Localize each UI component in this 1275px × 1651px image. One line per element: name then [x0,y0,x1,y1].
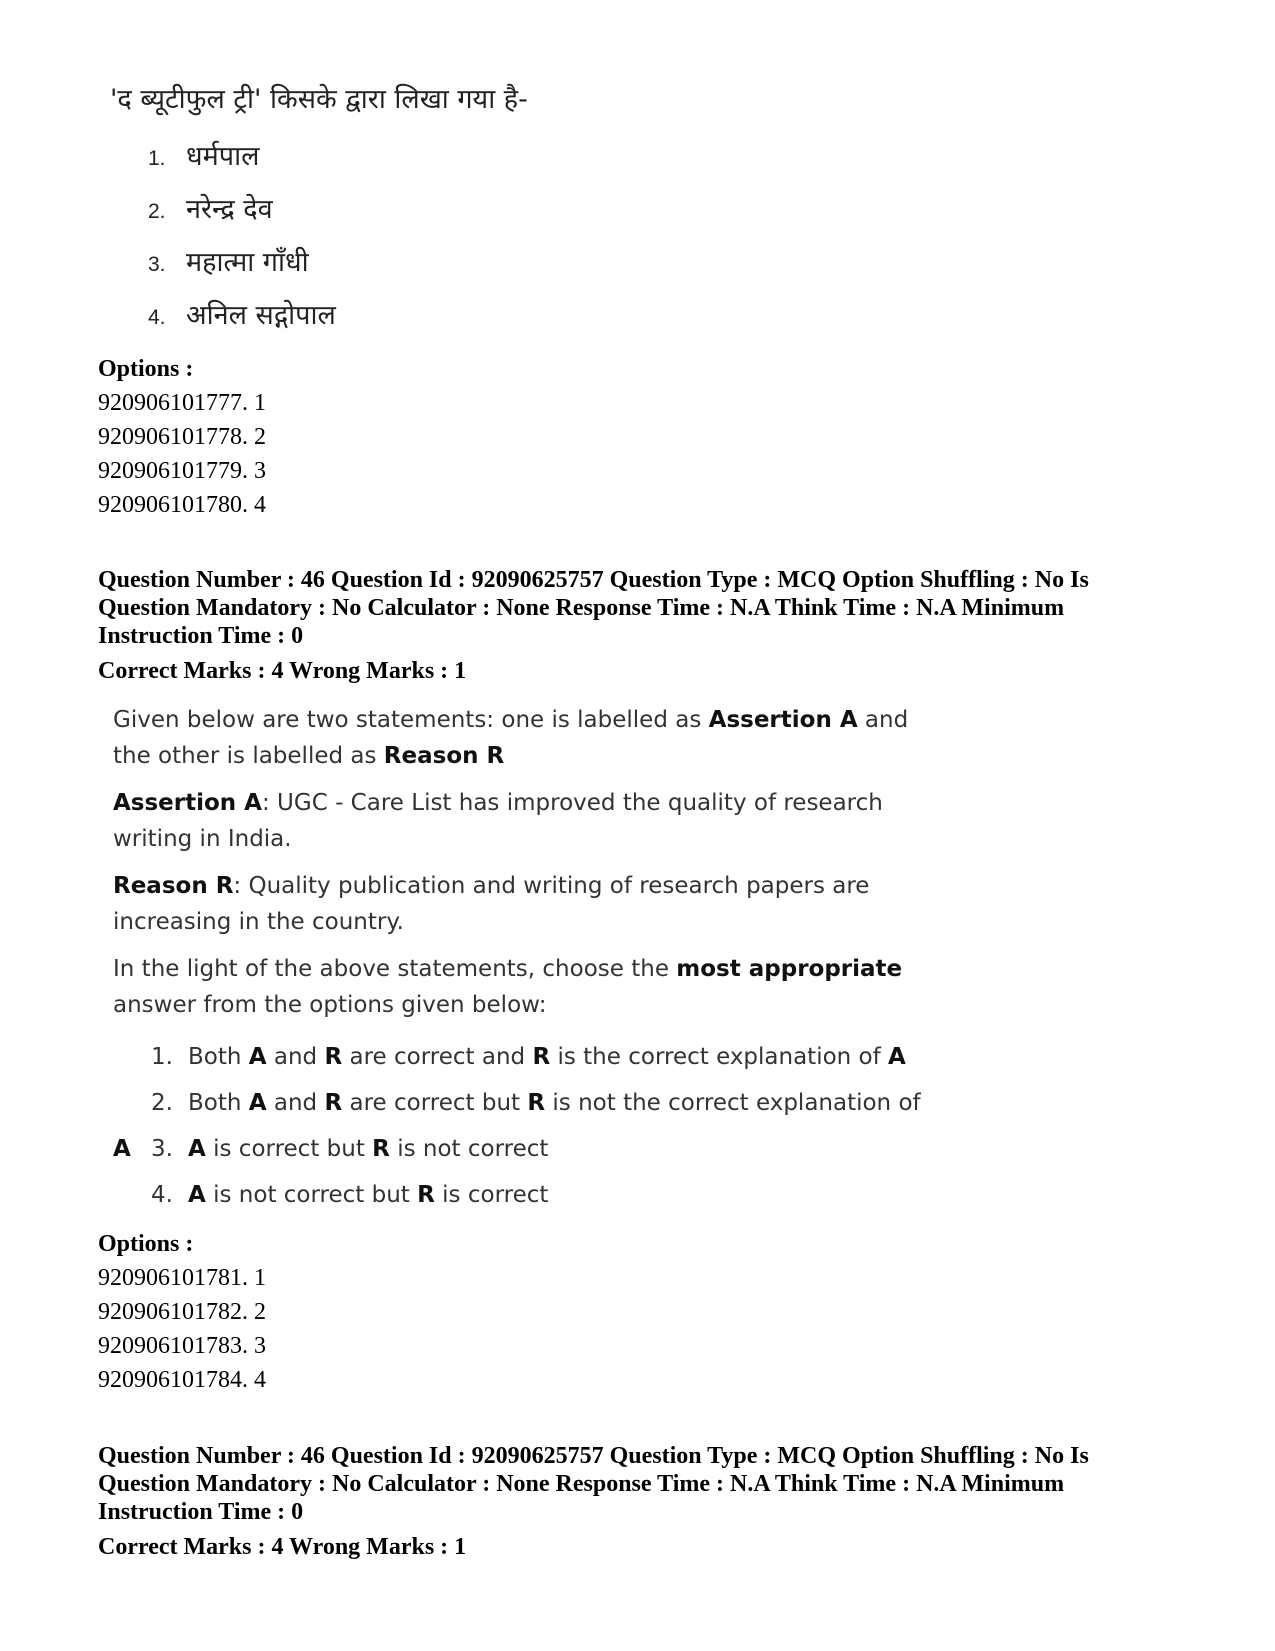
question-marks: Correct Marks : 4 Wrong Marks : 1 [98,658,467,684]
question-1-choices [110,130,810,342]
question-instruction: In the light of the above statements, choose the most appropriate answer from the options given below: [113,956,903,1018]
choice-item: 4. अनिल सद्गोपाल [148,300,336,331]
question-intro: Given below are two statements: one is labelled as Assertion A and the other is labelled as Reason R [113,707,909,769]
choice-item: 3. A is correct but R is not correct [151,1136,549,1162]
choice-item: 4. A is not correct but R is correct [151,1182,549,1208]
assertion-statement: Assertion A: UGC - Care List has improved the quality of research writing in India. [113,790,883,852]
option-line: 920906101781. 1 [98,1265,266,1291]
choice-item: 3. महात्मा गाँधी [148,247,309,278]
option-line: 920906101782. 2 [98,1299,266,1325]
options-title: Options : [98,356,194,382]
option-line: 920906101784. 4 [98,1367,266,1393]
reason-statement: Reason R: Quality publication and writing of research papers are increasing in the country. [113,873,870,935]
choice-item: 1. Both A and R are correct and R is the correct explanation of A [151,1044,906,1070]
option-line: 920906101780. 4 [98,492,266,518]
question-2-header [98,566,1178,688]
question-1-image [110,78,810,342]
question-meta: Question Number : 46 Question Id : 92090625757 Question Type : MCQ Option Shuffling : No Is Question Mandatory : No Calculator : None Response Time : N.A Think Time : N.A Minimum Instruction Time : 0 [98,1443,1089,1525]
choice-item: 2. नरेन्द्र देव [148,194,273,225]
question-meta: Question Number : 46 Question Id : 92090625757 Question Type : MCQ Option Shuffling : No Is Question Mandatory : No Calculator : None Response Time : N.A Think Time : N.A Minimum Instruction Time : 0 [98,567,1089,649]
option-line: 920906101783. 3 [98,1333,266,1359]
question-3-header [98,1442,1178,1564]
question-1-text: 'द ब्यूटीफुल ट्री' किसके द्वारा लिखा गया है- [110,84,528,115]
option-line: 920906101779. 3 [98,458,266,484]
choice-item: 2. Both A and R are correct but R is not the correct explanation of A [113,1090,921,1162]
question-1-options [98,352,1178,522]
question-marks: Correct Marks : 4 Wrong Marks : 1 [98,1534,467,1560]
options-title: Options : [98,1231,194,1257]
question-2-choices [113,1034,943,1218]
choice-item: 1. धर्मपाल [148,141,260,172]
question-2-options [98,1227,1178,1397]
question-2-image [113,702,943,1218]
option-line: 920906101777. 1 [98,390,266,416]
option-line: 920906101778. 2 [98,424,266,450]
